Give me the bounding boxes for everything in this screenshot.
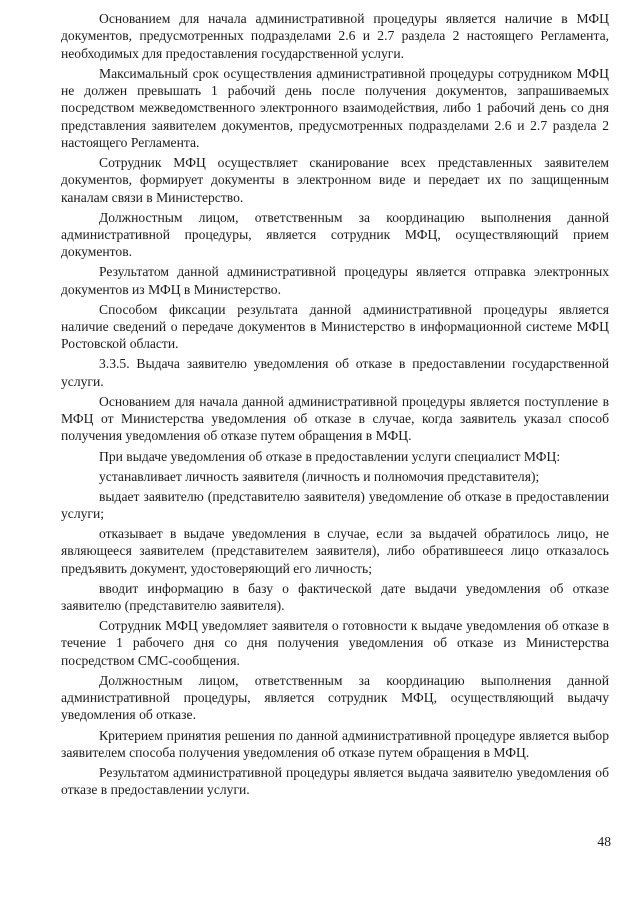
paragraph: При выдаче уведомления об отказе в предоставлении услуги специалист МФЦ: [99, 448, 561, 464]
document-page [61, 10, 609, 801]
section-heading: 3.3.5. Выдача заявителю уведомления об отказе в предоставлении государственной услуги. [61, 356, 609, 389]
paragraph: Сотрудник МФЦ уведомляет заявителя о готовности к выдаче уведомления об отказе в течение 1 рабочего дня со дня получения уведомления об отказе из Министерства посредством СМС-сообщения. [61, 618, 609, 668]
paragraph: Критерием принятия решения по данной административной процедуре является выбор заявителем способа получения уведомления об отказе путем обращения в МФЦ. [61, 727, 609, 760]
paragraph: Результатом административной процедуры является выдача заявителю уведомления об отказе в предоставлении услуги. [61, 764, 609, 798]
paragraph: Основанием для начала административной процедуры является наличие в МФЦ документов, предусмотренных подразделами 2.6 и 2.7 раздела 2 настоящего Регламента, необходимых для предоставления государственной услуги. [61, 11, 609, 61]
page-number: 48 [597, 834, 611, 849]
list-item: отказывает в выдаче уведомления в случае, если за выдачей обратилось лицо, не являющееся заявителем (представителем заявителя), либо обратившееся лицо отказалось предъявить документ, удостоверяющий его личность; [61, 526, 609, 576]
list-item: вводит информацию в базу о фактической дате выдачи уведомления об отказе заявителю (представителю заявителя). [61, 580, 609, 614]
paragraph: Основанием для начала данной административной процедуры является поступление в МФЦ от Министерства уведомления об отказе в случае, когда заявитель указал способ получения уведомления об отказе путем обращения в МФЦ. [61, 393, 609, 444]
list-item: выдает заявителю (представителю заявителя) уведомление об отказе в предоставлении услуги; [61, 488, 609, 521]
paragraph: Сотрудник МФЦ осуществляет сканирование всех представленных заявителем документов, формирует документы в электронном виде и передает их по защищенным каналам связи в Министерство. [61, 154, 609, 205]
paragraph: Способом фиксации результата данной административной процедуры является наличие сведений о передаче документов в Министерство в информационной системе МФЦ Ростовской области. [61, 301, 609, 352]
paragraph: Результатом данной административной процедуры является отправка электронных документов из МФЦ в Министерство. [61, 264, 609, 297]
paragraph: Должностным лицом, ответственным за координацию выполнения данной административной процедуры, является сотрудник МФЦ, осуществляющий прием документов. [61, 209, 609, 260]
paragraph: Должностным лицом, ответственным за координацию выполнения данной административной процедуры, является сотрудник МФЦ, осуществляющий выдачу уведомления об отказе. [61, 672, 609, 723]
list-item: устанавливает личность заявителя (личность и полномочия представителя); [99, 468, 540, 484]
paragraph: Максимальный срок осуществления административной процедуры сотрудником МФЦ не должен превышать 1 рабочий день после получения документов, запрашиваемых посредством межведомственного электронного взаимодействия, либо 1 рабочий день со дня представления заявителем документов, предусмотренных подразделами 2.6 и 2.7 раздела 2 настоящего Регламента. [61, 65, 609, 150]
